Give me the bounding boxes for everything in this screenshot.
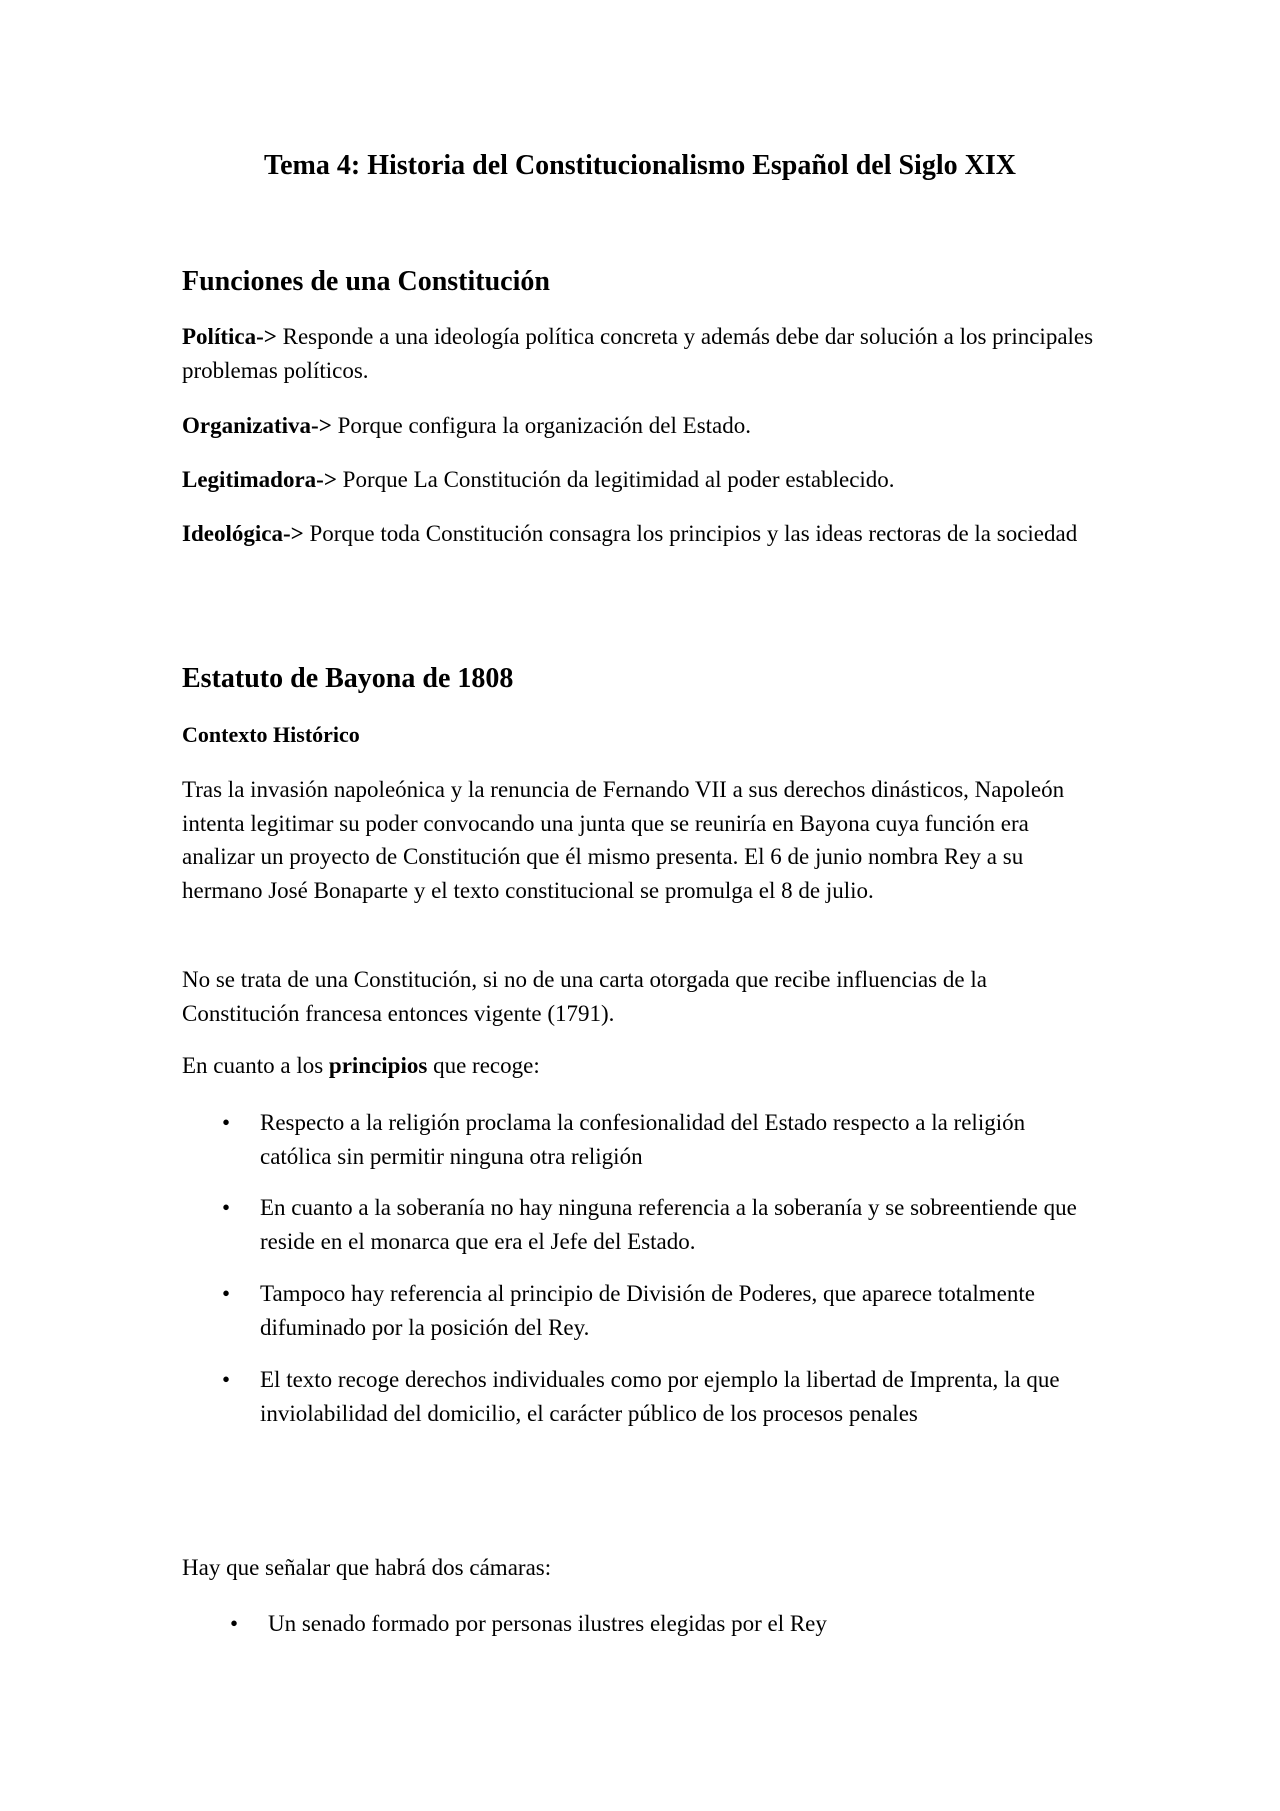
text-legitimadora: Porque La Constitución da legitimidad al poder establecido. — [336, 467, 895, 492]
text-organizativa: Porque configura la organización del Estado. — [331, 413, 752, 438]
term-organizativa: Organizativa — [182, 413, 312, 438]
subheading-contexto: Contexto Histórico — [182, 722, 360, 747]
arrow-organizativa: -> — [311, 413, 332, 438]
list-item-text: Tampoco hay referencia al principio de División de Poderes, que aparece totalmente difuminado por la posición del Rey. — [260, 1281, 1035, 1340]
principios-intro-bold: principios — [328, 1053, 428, 1078]
term-legitimadora: Legitimadora — [182, 467, 317, 492]
list-item-text: Un senado formado por personas ilustres elegidas por el Rey — [268, 1611, 827, 1636]
arrow-ideologica: -> — [282, 521, 304, 546]
heading-funciones: Funciones de una Constitución — [182, 266, 550, 297]
term-politica: Política — [182, 324, 257, 349]
principios-intro-before: En cuanto a los — [182, 1053, 329, 1078]
heading-bayona: Estatuto de Bayona de 1808 — [182, 663, 514, 694]
arrow-politica: -> — [256, 324, 277, 349]
term-ideologica: Ideológica — [182, 521, 283, 546]
funcion-organizativa — [182, 409, 1102, 443]
funcion-politica — [182, 320, 1102, 387]
bullet-icon: • — [222, 1195, 231, 1220]
list-item-text: El texto recoge derechos individuales como por ejemplo la libertad de Imprenta, la que inviolabilidad del domicilio, el carácter público de los procesos penales — [260, 1367, 1060, 1426]
paragraph-principios-intro — [182, 1049, 1102, 1083]
funcion-ideologica — [182, 517, 1102, 551]
bullet-icon: • — [222, 1367, 231, 1392]
text-ideologica: Porque toda Constitución consagra los principios y las ideas rectoras de la sociedad — [303, 521, 1078, 546]
paragraph-camaras-intro: Hay que señalar que habrá dos cámaras: — [182, 1555, 552, 1580]
principios-intro-after: que recoge: — [427, 1053, 540, 1078]
list-item-text: En cuanto a la soberanía no hay ninguna referencia a la soberanía y se sobreentiende que reside en el monarca que era el Jefe del Estado. — [260, 1195, 1077, 1254]
list-item-text: Respecto a la religión proclama la confesionalidad del Estado respecto a la religión católica sin permitir ninguna otra religión — [260, 1110, 1026, 1169]
text-politica: Responde a una ideología política concreta y además debe dar solución a los principales problemas políticos. — [182, 324, 1094, 383]
document-title: Tema 4: Historia del Constitucionalismo Español del Siglo XIX — [264, 150, 1016, 181]
bullet-icon: • — [222, 1110, 231, 1135]
bullet-icon: • — [222, 1281, 231, 1306]
paragraph-contexto: Tras la invasión napoleónica y la renuncia de Fernando VII a sus derechos dinásticos, Napoleón intenta legitimar su poder convocando una junta que se reuniría en Bayona cuya función era analizar un proyecto de Constitución que él mismo presenta. El 6 de junio nombra Rey a su hermano José Bonaparte y el texto constitucional se promulga el 8 de julio. — [182, 777, 1065, 903]
bullet-icon: • — [230, 1611, 239, 1636]
paragraph-carta-otorgada: No se trata de una Constitución, si no de una carta otorgada que recibe influencias de la Constitución francesa entonces vigente (1791). — [182, 967, 987, 1026]
arrow-legitimadora: -> — [316, 467, 337, 492]
funcion-legitimadora — [182, 463, 1102, 497]
